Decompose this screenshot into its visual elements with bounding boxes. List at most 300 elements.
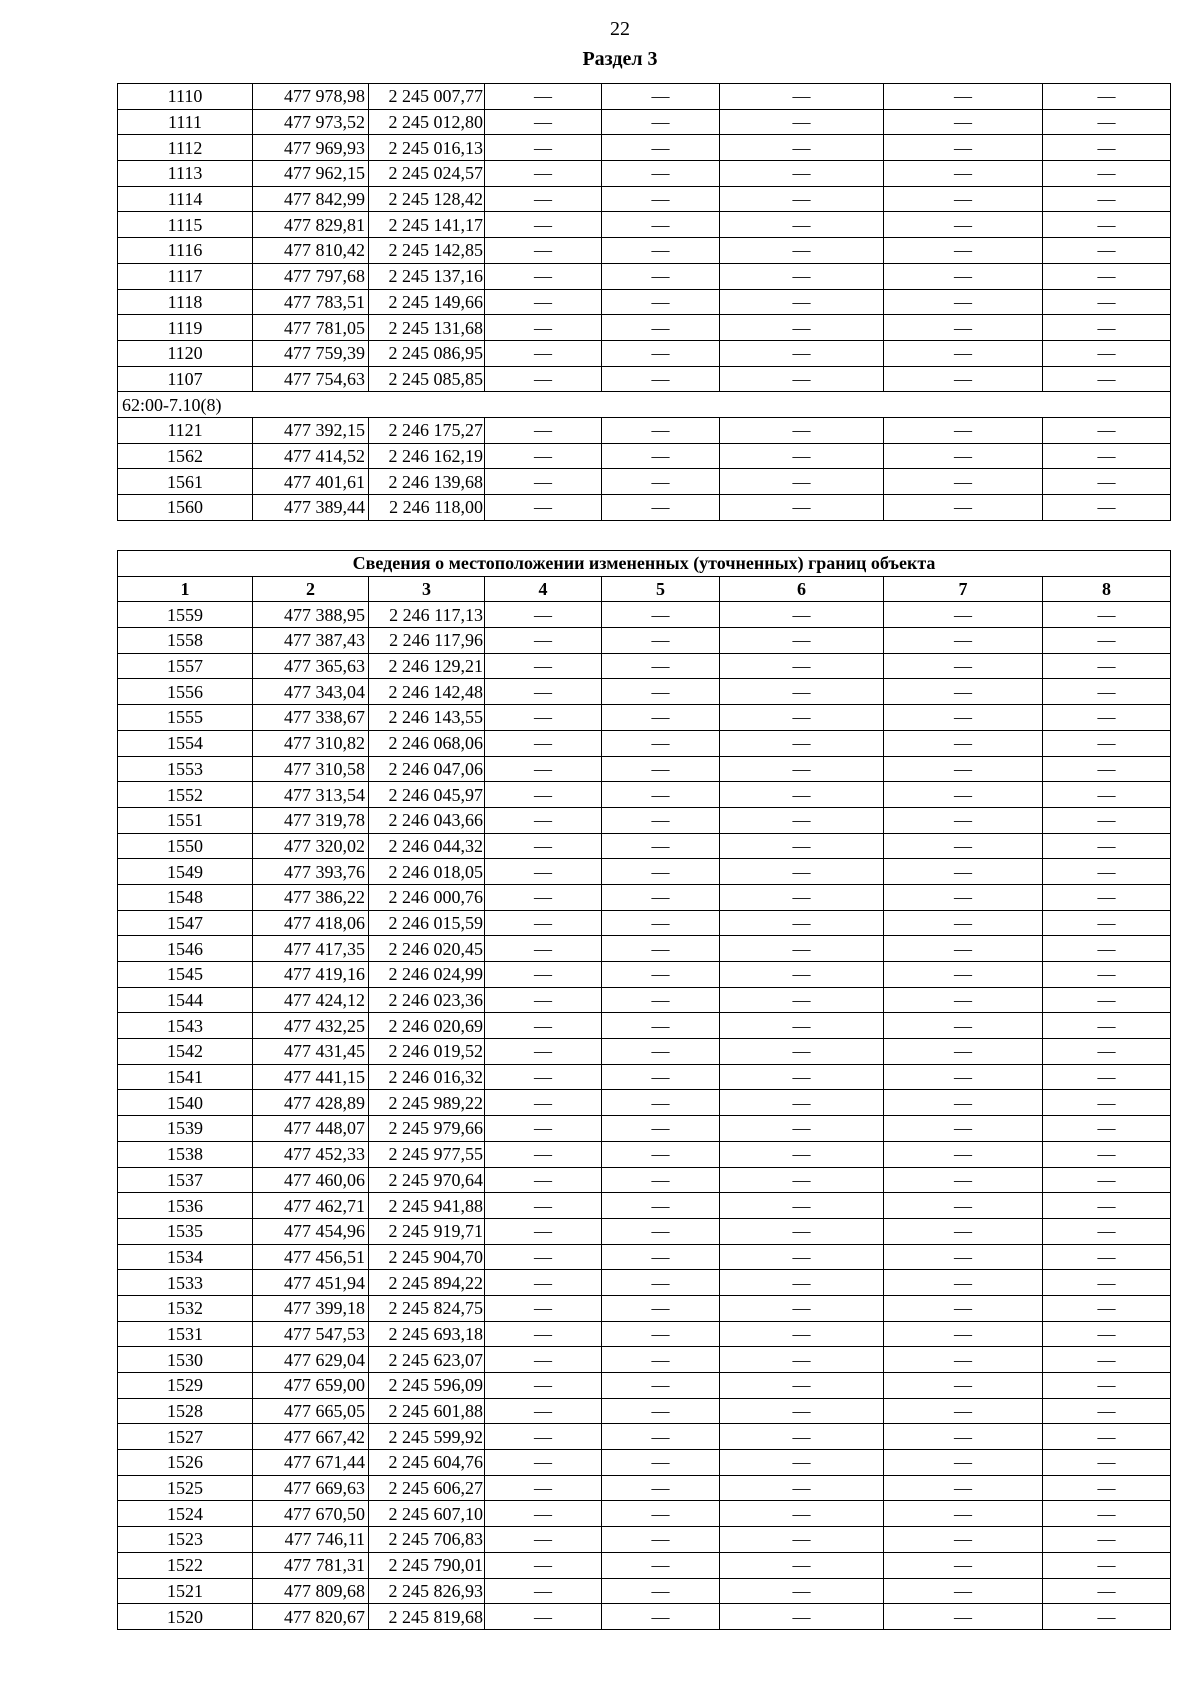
point-number: 1110 — [118, 84, 253, 110]
dash-cell: — — [485, 84, 602, 110]
point-number: 1561 — [118, 469, 253, 495]
dash-cell: — — [602, 1373, 720, 1399]
dash-cell: — — [720, 1552, 884, 1578]
dash-cell: — — [1043, 602, 1171, 628]
coordinate-x: 477 783,51 — [253, 289, 369, 315]
dash-cell: — — [720, 186, 884, 212]
dash-cell: — — [720, 1064, 884, 1090]
coordinate-y: 2 245 012,80 — [369, 109, 485, 135]
dash-cell: — — [720, 705, 884, 731]
coordinate-x: 477 428,89 — [253, 1090, 369, 1116]
dash-cell: — — [602, 1270, 720, 1296]
coordinate-y: 2 245 596,09 — [369, 1373, 485, 1399]
dash-cell: — — [1043, 653, 1171, 679]
table-row — [118, 1321, 1171, 1347]
dash-cell: — — [602, 1244, 720, 1270]
table-title-row — [118, 551, 1171, 577]
dash-cell: — — [485, 1295, 602, 1321]
point-number: 1540 — [118, 1090, 253, 1116]
table-row — [118, 135, 1171, 161]
dash-cell: — — [602, 602, 720, 628]
dash-cell: — — [485, 807, 602, 833]
dash-cell: — — [602, 315, 720, 341]
dash-cell: — — [485, 1578, 602, 1604]
dash-cell: — — [1043, 1295, 1171, 1321]
dash-cell: — — [884, 756, 1043, 782]
dash-cell: — — [720, 161, 884, 187]
table-row — [118, 1501, 1171, 1527]
point-number: 1525 — [118, 1475, 253, 1501]
point-number: 1532 — [118, 1295, 253, 1321]
dash-cell: — — [485, 289, 602, 315]
table-row — [118, 238, 1171, 264]
dash-cell: — — [602, 1424, 720, 1450]
dash-cell: — — [1043, 1039, 1171, 1065]
dash-cell: — — [602, 1141, 720, 1167]
coordinate-y: 2 246 118,00 — [369, 495, 485, 521]
column-header: 1 — [118, 576, 253, 602]
coordinate-x: 477 432,25 — [253, 1013, 369, 1039]
dash-cell: — — [884, 807, 1043, 833]
coordinate-y: 2 245 970,64 — [369, 1167, 485, 1193]
dash-cell: — — [1043, 859, 1171, 885]
coordinate-y: 2 246 047,06 — [369, 756, 485, 782]
dash-cell: — — [485, 602, 602, 628]
coordinate-y: 2 246 016,32 — [369, 1064, 485, 1090]
dash-cell: — — [1043, 756, 1171, 782]
dash-cell: — — [884, 1039, 1043, 1065]
dash-cell: — — [602, 1013, 720, 1039]
point-number: 1533 — [118, 1270, 253, 1296]
dash-cell: — — [602, 1321, 720, 1347]
point-number: 1118 — [118, 289, 253, 315]
table-row — [118, 495, 1171, 521]
dash-cell: — — [884, 417, 1043, 443]
dash-cell: — — [602, 1552, 720, 1578]
dash-cell: — — [720, 859, 884, 885]
coordinate-y: 2 246 000,76 — [369, 884, 485, 910]
coordinate-y: 2 246 045,97 — [369, 782, 485, 808]
dash-cell: — — [720, 1578, 884, 1604]
dash-cell: — — [1043, 1167, 1171, 1193]
column-header: 6 — [720, 576, 884, 602]
coordinate-y: 2 246 024,99 — [369, 962, 485, 988]
table-row — [118, 1013, 1171, 1039]
point-number: 1522 — [118, 1552, 253, 1578]
table-row — [118, 782, 1171, 808]
dash-cell: — — [884, 1347, 1043, 1373]
table-row — [118, 1244, 1171, 1270]
dash-cell: — — [485, 1116, 602, 1142]
dash-cell: — — [720, 340, 884, 366]
table-row — [118, 1270, 1171, 1296]
coordinate-y: 2 245 824,75 — [369, 1295, 485, 1321]
coordinate-y: 2 246 044,32 — [369, 833, 485, 859]
dash-cell: — — [485, 782, 602, 808]
coordinate-x: 477 388,95 — [253, 602, 369, 628]
dash-cell: — — [602, 705, 720, 731]
dash-cell: — — [1043, 936, 1171, 962]
table-row — [118, 1373, 1171, 1399]
dash-cell: — — [720, 807, 884, 833]
dash-cell: — — [485, 1167, 602, 1193]
coordinate-x: 477 313,54 — [253, 782, 369, 808]
dash-cell: — — [485, 756, 602, 782]
coordinate-y: 2 245 826,93 — [369, 1578, 485, 1604]
dash-cell: — — [720, 1244, 884, 1270]
dash-cell: — — [720, 1295, 884, 1321]
dash-cell: — — [720, 366, 884, 392]
coordinate-x: 477 441,15 — [253, 1064, 369, 1090]
dash-cell: — — [884, 1270, 1043, 1296]
point-number: 1553 — [118, 756, 253, 782]
dash-cell: — — [1043, 1141, 1171, 1167]
dash-cell: — — [602, 1090, 720, 1116]
dash-cell: — — [884, 1090, 1043, 1116]
point-number: 1520 — [118, 1604, 253, 1630]
dash-cell: — — [884, 1167, 1043, 1193]
table-row — [118, 884, 1171, 910]
dash-cell: — — [720, 628, 884, 654]
table-row — [118, 469, 1171, 495]
dash-cell: — — [1043, 469, 1171, 495]
coordinate-x: 477 365,63 — [253, 653, 369, 679]
column-header: 3 — [369, 576, 485, 602]
dash-cell: — — [884, 653, 1043, 679]
table-row — [118, 366, 1171, 392]
dash-cell: — — [485, 1604, 602, 1630]
coordinates-table-continued — [117, 83, 1171, 521]
dash-cell: — — [1043, 1013, 1171, 1039]
coordinate-y: 2 246 020,45 — [369, 936, 485, 962]
point-number: 1546 — [118, 936, 253, 962]
dash-cell: — — [1043, 910, 1171, 936]
point-number: 1112 — [118, 135, 253, 161]
column-header: 5 — [602, 576, 720, 602]
dash-cell: — — [602, 730, 720, 756]
dash-cell: — — [602, 289, 720, 315]
dash-cell: — — [884, 602, 1043, 628]
table-row — [118, 109, 1171, 135]
coordinate-x: 477 387,43 — [253, 628, 369, 654]
coordinate-y: 2 245 601,88 — [369, 1398, 485, 1424]
dash-cell: — — [602, 1039, 720, 1065]
dash-cell: — — [1043, 1116, 1171, 1142]
dash-cell: — — [1043, 495, 1171, 521]
coordinate-x: 477 401,61 — [253, 469, 369, 495]
dash-cell: — — [884, 263, 1043, 289]
dash-cell: — — [884, 628, 1043, 654]
dash-cell: — — [485, 1475, 602, 1501]
coordinate-x: 477 424,12 — [253, 987, 369, 1013]
dash-cell: — — [884, 84, 1043, 110]
dash-cell: — — [485, 495, 602, 521]
dash-cell: — — [1043, 84, 1171, 110]
dash-cell: — — [1043, 962, 1171, 988]
table-row — [118, 84, 1171, 110]
point-number: 1120 — [118, 340, 253, 366]
dash-cell: — — [485, 910, 602, 936]
coordinate-x: 477 629,04 — [253, 1347, 369, 1373]
dash-cell: — — [884, 1527, 1043, 1553]
point-number: 1523 — [118, 1527, 253, 1553]
dash-cell: — — [1043, 1501, 1171, 1527]
dash-cell: — — [720, 1373, 884, 1399]
dash-cell: — — [884, 1424, 1043, 1450]
dash-cell: — — [485, 135, 602, 161]
dash-cell: — — [884, 833, 1043, 859]
point-number: 1554 — [118, 730, 253, 756]
table-row — [118, 602, 1171, 628]
point-number: 1541 — [118, 1064, 253, 1090]
coordinate-y: 2 246 019,52 — [369, 1039, 485, 1065]
dash-cell: — — [884, 705, 1043, 731]
coordinate-x: 477 389,44 — [253, 495, 369, 521]
dash-cell: — — [602, 1398, 720, 1424]
dash-cell: — — [602, 1167, 720, 1193]
dash-cell: — — [485, 833, 602, 859]
coordinate-x: 477 962,15 — [253, 161, 369, 187]
dash-cell: — — [884, 1578, 1043, 1604]
dash-cell: — — [602, 161, 720, 187]
dash-cell: — — [720, 1270, 884, 1296]
point-number: 1528 — [118, 1398, 253, 1424]
dash-cell: — — [602, 987, 720, 1013]
dash-cell: — — [720, 1347, 884, 1373]
coordinate-x: 477 797,68 — [253, 263, 369, 289]
dash-cell: — — [485, 730, 602, 756]
table-row — [118, 807, 1171, 833]
coordinate-y: 2 245 979,66 — [369, 1116, 485, 1142]
coordinate-y: 2 245 604,76 — [369, 1450, 485, 1476]
table-row — [118, 263, 1171, 289]
dash-cell: — — [602, 1604, 720, 1630]
point-number: 1545 — [118, 962, 253, 988]
point-number: 1548 — [118, 884, 253, 910]
point-number: 1556 — [118, 679, 253, 705]
point-number: 1549 — [118, 859, 253, 885]
dash-cell: — — [720, 289, 884, 315]
dash-cell: — — [1043, 1578, 1171, 1604]
dash-cell: — — [720, 1501, 884, 1527]
coordinate-y: 2 246 020,69 — [369, 1013, 485, 1039]
dash-cell: — — [720, 263, 884, 289]
dash-cell: — — [1043, 1373, 1171, 1399]
point-number: 1536 — [118, 1193, 253, 1219]
table-row — [118, 1167, 1171, 1193]
dash-cell: — — [720, 1527, 884, 1553]
dash-cell: — — [602, 1578, 720, 1604]
table-row — [118, 962, 1171, 988]
coordinate-x: 477 320,02 — [253, 833, 369, 859]
dash-cell: — — [602, 212, 720, 238]
dash-cell: — — [1043, 417, 1171, 443]
coordinate-y: 2 246 117,13 — [369, 602, 485, 628]
dash-cell: — — [485, 1244, 602, 1270]
coordinate-x: 477 392,15 — [253, 417, 369, 443]
dash-cell: — — [884, 135, 1043, 161]
table-row — [118, 859, 1171, 885]
point-number: 1557 — [118, 653, 253, 679]
table-row — [118, 1141, 1171, 1167]
coordinate-y: 2 245 606,27 — [369, 1475, 485, 1501]
table-row — [118, 1450, 1171, 1476]
dash-cell: — — [1043, 1604, 1171, 1630]
dash-cell: — — [884, 782, 1043, 808]
dash-cell: — — [485, 705, 602, 731]
coordinate-x: 477 754,63 — [253, 366, 369, 392]
dash-cell: — — [485, 859, 602, 885]
point-number: 1116 — [118, 238, 253, 264]
page-number: 22 — [610, 18, 630, 40]
dash-cell: — — [720, 756, 884, 782]
coordinate-x: 477 746,11 — [253, 1527, 369, 1553]
coordinate-x: 477 659,00 — [253, 1373, 369, 1399]
coordinate-x: 477 547,53 — [253, 1321, 369, 1347]
dash-cell: — — [602, 782, 720, 808]
coordinate-x: 477 414,52 — [253, 443, 369, 469]
dash-cell: — — [602, 679, 720, 705]
dash-cell: — — [884, 1398, 1043, 1424]
coordinate-y: 2 245 706,83 — [369, 1527, 485, 1553]
coordinate-y: 2 246 043,66 — [369, 807, 485, 833]
dash-cell: — — [485, 653, 602, 679]
dash-cell: — — [485, 1270, 602, 1296]
coordinate-x: 477 820,67 — [253, 1604, 369, 1630]
coordinate-y: 2 245 024,57 — [369, 161, 485, 187]
dash-cell: — — [884, 289, 1043, 315]
dash-cell: — — [720, 135, 884, 161]
changed-boundaries-table — [117, 550, 1171, 1630]
dash-cell: — — [884, 679, 1043, 705]
coordinate-y: 2 246 142,48 — [369, 679, 485, 705]
dash-cell: — — [602, 859, 720, 885]
dash-cell: — — [884, 366, 1043, 392]
coordinate-y: 2 245 599,92 — [369, 1424, 485, 1450]
dash-cell: — — [485, 1141, 602, 1167]
dash-cell: — — [884, 910, 1043, 936]
dash-cell: — — [884, 109, 1043, 135]
dash-cell: — — [485, 417, 602, 443]
dash-cell: — — [720, 109, 884, 135]
table-row — [118, 1090, 1171, 1116]
dash-cell: — — [720, 212, 884, 238]
dash-cell: — — [720, 315, 884, 341]
coordinate-y: 2 245 693,18 — [369, 1321, 485, 1347]
table-row — [118, 212, 1171, 238]
point-number: 1530 — [118, 1347, 253, 1373]
table-row — [118, 161, 1171, 187]
coordinate-y: 2 246 129,21 — [369, 653, 485, 679]
point-number: 1550 — [118, 833, 253, 859]
dash-cell: — — [720, 1218, 884, 1244]
coordinate-x: 477 451,94 — [253, 1270, 369, 1296]
point-number: 1535 — [118, 1218, 253, 1244]
dash-cell: — — [485, 443, 602, 469]
dash-cell: — — [602, 495, 720, 521]
dash-cell: — — [1043, 1398, 1171, 1424]
dash-cell: — — [485, 987, 602, 1013]
coordinate-y: 2 246 015,59 — [369, 910, 485, 936]
coordinate-x: 477 669,63 — [253, 1475, 369, 1501]
dash-cell: — — [884, 1604, 1043, 1630]
dash-cell: — — [602, 1064, 720, 1090]
point-number: 1562 — [118, 443, 253, 469]
dash-cell: — — [884, 1218, 1043, 1244]
dash-cell: — — [1043, 1321, 1171, 1347]
dash-cell: — — [485, 1090, 602, 1116]
coordinate-y: 2 246 162,19 — [369, 443, 485, 469]
table-row — [118, 756, 1171, 782]
dash-cell: — — [720, 936, 884, 962]
point-number: 1121 — [118, 417, 253, 443]
coordinate-x: 477 460,06 — [253, 1167, 369, 1193]
dash-cell: — — [1043, 628, 1171, 654]
dash-cell: — — [602, 962, 720, 988]
dash-cell: — — [884, 186, 1043, 212]
dash-cell: — — [602, 443, 720, 469]
point-number: 1534 — [118, 1244, 253, 1270]
dash-cell: — — [602, 109, 720, 135]
coordinate-y: 2 245 607,10 — [369, 1501, 485, 1527]
dash-cell: — — [884, 1552, 1043, 1578]
point-number: 1559 — [118, 602, 253, 628]
coordinate-y: 2 245 149,66 — [369, 289, 485, 315]
dash-cell: — — [720, 1398, 884, 1424]
dash-cell: — — [485, 1321, 602, 1347]
dash-cell: — — [884, 884, 1043, 910]
dash-cell: — — [1043, 1424, 1171, 1450]
table-row — [118, 730, 1171, 756]
table-row — [118, 833, 1171, 859]
dash-cell: — — [485, 161, 602, 187]
dash-cell: — — [485, 1193, 602, 1219]
group-label-row — [118, 392, 1171, 418]
dash-cell: — — [1043, 212, 1171, 238]
table-title: Сведения о местоположении измененных (уточненных) границ объекта — [118, 551, 1171, 577]
coordinate-x: 477 393,76 — [253, 859, 369, 885]
dash-cell: — — [884, 730, 1043, 756]
coordinate-x: 477 809,68 — [253, 1578, 369, 1604]
coordinate-x: 477 338,67 — [253, 705, 369, 731]
dash-cell: — — [884, 161, 1043, 187]
dash-cell: — — [485, 1450, 602, 1476]
dash-cell: — — [720, 443, 884, 469]
coordinate-x: 477 310,82 — [253, 730, 369, 756]
point-number: 1539 — [118, 1116, 253, 1142]
table-row — [118, 289, 1171, 315]
dash-cell: — — [884, 962, 1043, 988]
table-row — [118, 936, 1171, 962]
table-row — [118, 417, 1171, 443]
point-number: 1560 — [118, 495, 253, 521]
dash-cell: — — [485, 263, 602, 289]
point-number: 1544 — [118, 987, 253, 1013]
coordinate-x: 477 810,42 — [253, 238, 369, 264]
dash-cell: — — [485, 1347, 602, 1373]
coordinate-x: 477 386,22 — [253, 884, 369, 910]
dash-cell: — — [884, 987, 1043, 1013]
dash-cell: — — [1043, 1090, 1171, 1116]
point-number: 1558 — [118, 628, 253, 654]
coordinate-x: 477 454,96 — [253, 1218, 369, 1244]
coordinate-x: 477 829,81 — [253, 212, 369, 238]
coordinate-x: 477 671,44 — [253, 1450, 369, 1476]
table-row — [118, 679, 1171, 705]
dash-cell: — — [602, 469, 720, 495]
dash-cell: — — [602, 186, 720, 212]
coordinate-x: 477 417,35 — [253, 936, 369, 962]
